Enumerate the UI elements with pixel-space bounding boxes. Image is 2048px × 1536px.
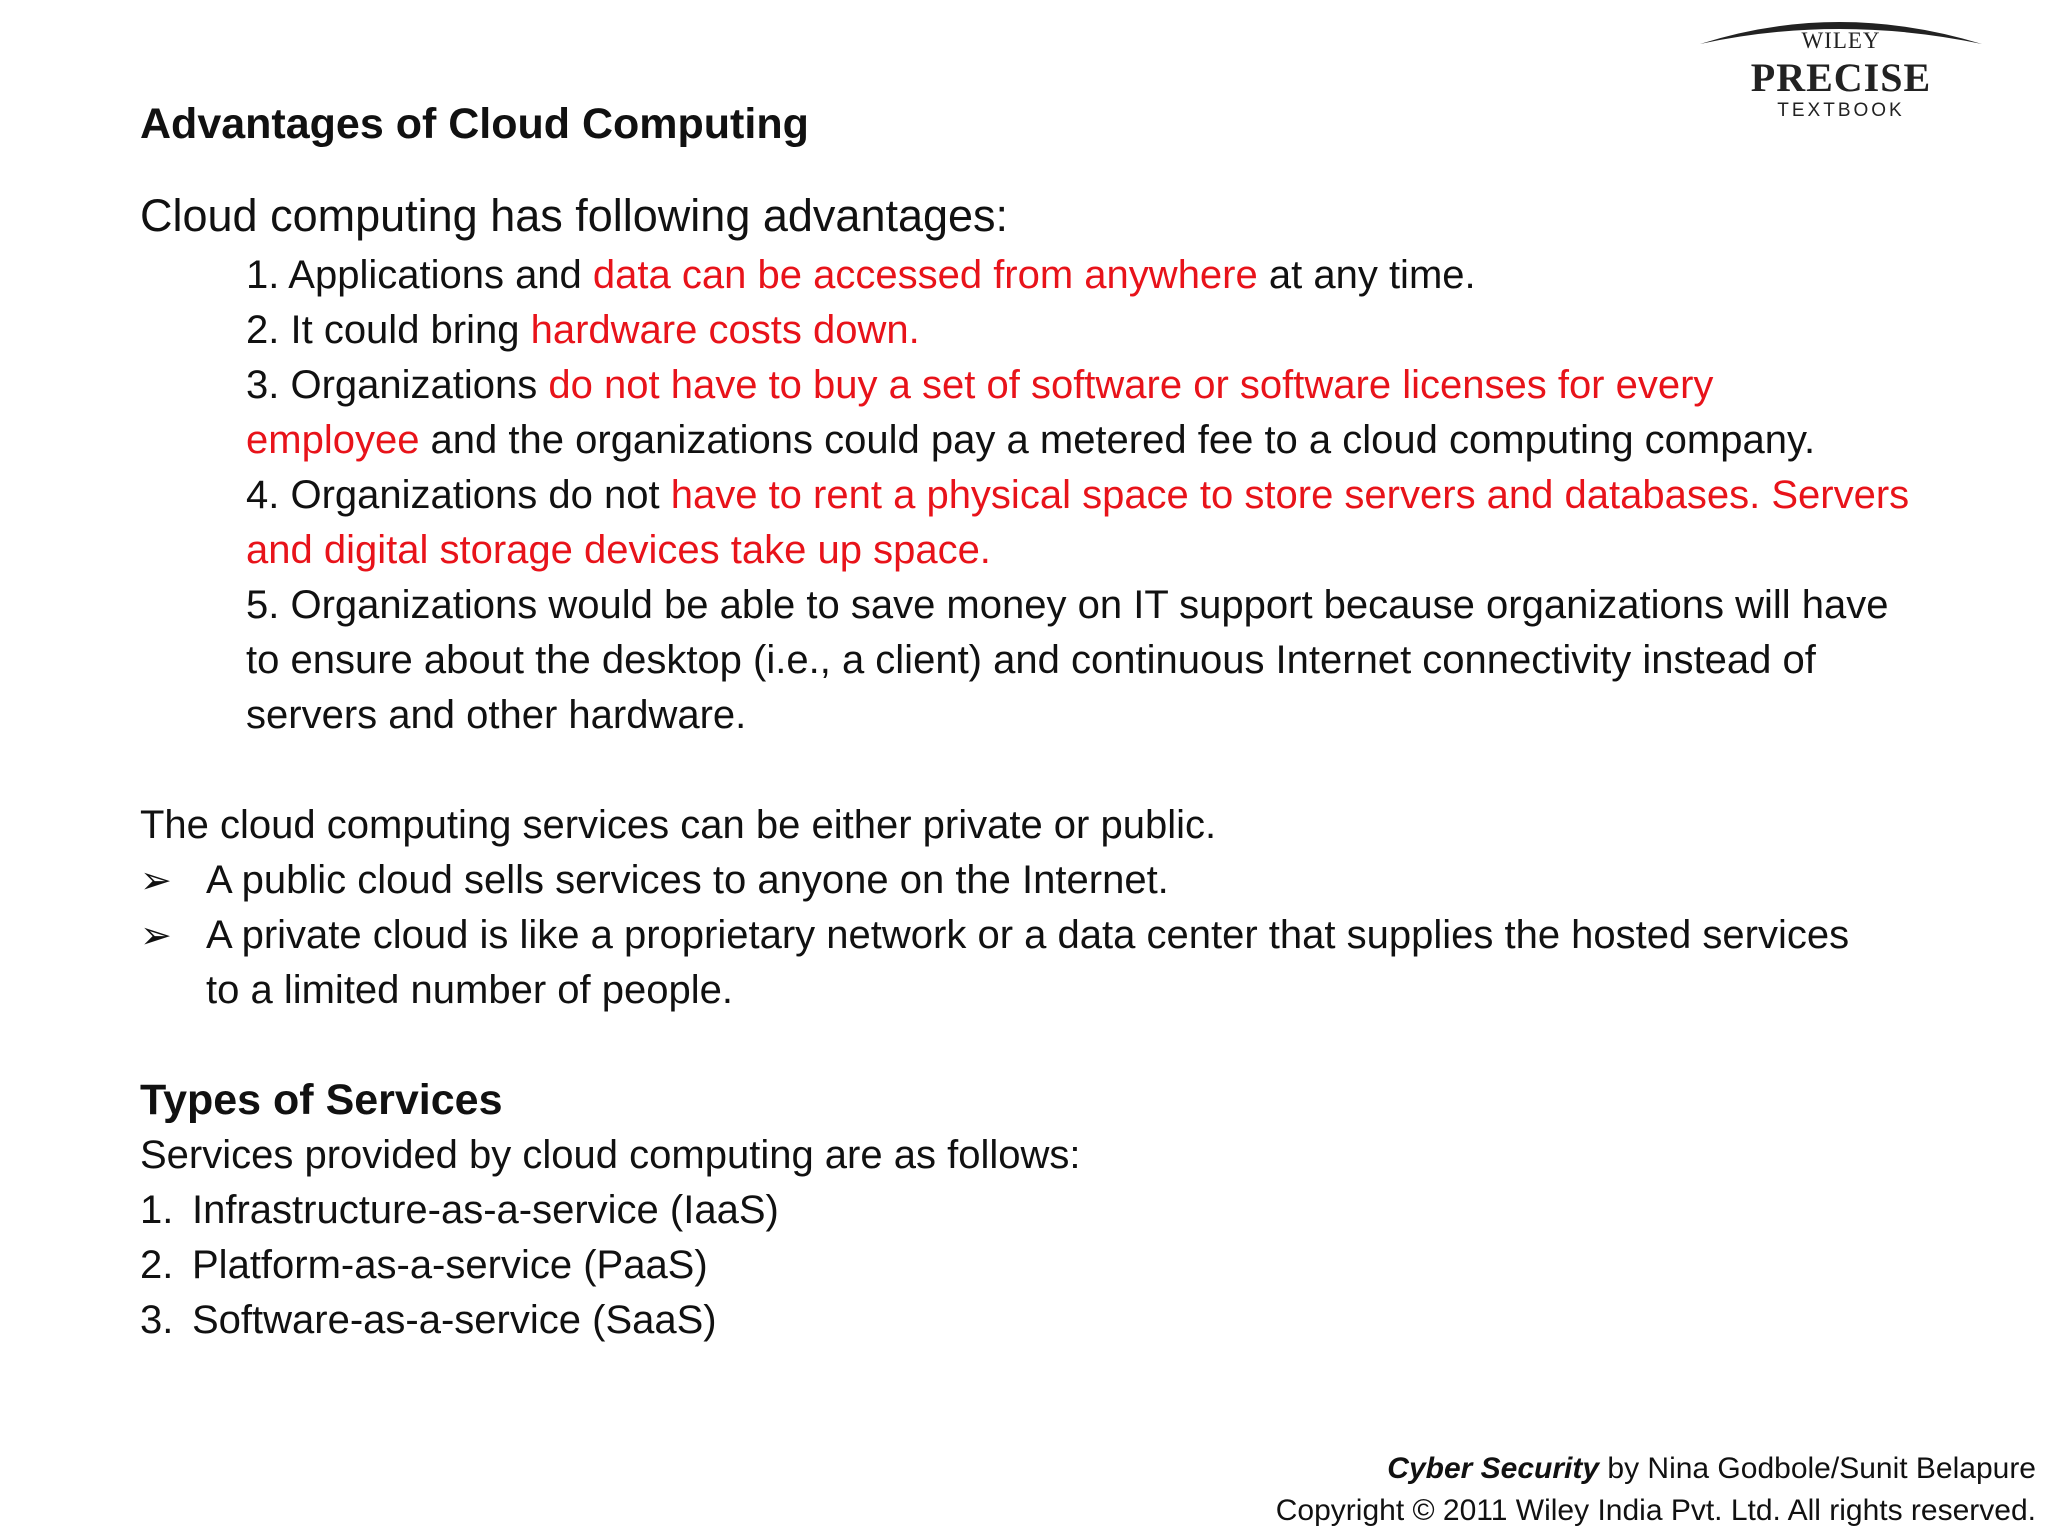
highlight-text: have to rent a physical space to store servers and databases. Servers xyxy=(670,473,1910,517)
advantage-item-3-line-2: employee and the organizations could pay a metered fee to a cloud computing company. xyxy=(246,418,1816,462)
arrow-bullet-icon: ➢ xyxy=(140,860,172,902)
logo-wiley-text: WILEY xyxy=(1801,28,1881,53)
highlight-text: employee xyxy=(246,418,420,462)
logo-textbook-text: TEXTBOOK xyxy=(1777,100,1905,121)
advantage-item-4-line-2 xyxy=(246,528,991,573)
advantage-item-4-line-1: 4. Organizations do not have to rent a physical space to store servers and databases. Servers xyxy=(246,473,1910,517)
service-saas: Software-as-a-service (SaaS) xyxy=(192,1298,717,1342)
wiley-precise-logo xyxy=(1698,10,1984,121)
advantages-intro: Cloud computing has following advantages: xyxy=(140,190,1009,241)
logo-precise-text: PRECISE xyxy=(1750,55,1932,100)
highlight-text: hardware costs down. xyxy=(530,308,920,352)
highlight-text: and digital storage devices take up space. xyxy=(246,528,991,572)
service-number: 2. xyxy=(140,1243,174,1287)
advantage-item-5-line-3: servers and other hardware. xyxy=(246,693,747,737)
advantage-item-3-line-1: 3. Organizations do not have to buy a set of software or software licenses for every xyxy=(246,363,1714,407)
footer-book-title: Cyber Security xyxy=(1387,1452,1600,1485)
service-number: 1. xyxy=(140,1188,174,1232)
cloud-types-intro: The cloud computing services can be either private or public. xyxy=(140,803,1217,847)
footer-attribution xyxy=(1387,1452,2036,1486)
advantage-item-5-line-2: to ensure about the desktop (i.e., a client) and continuous Internet connectivity instead of xyxy=(246,638,1816,682)
footer-copyright: Copyright © 2011 Wiley India Pvt. Ltd. All rights reserved. xyxy=(1275,1494,2036,1527)
highlight-text: do not have to buy a set of software or software licenses for every xyxy=(548,363,1714,407)
cloud-type-private-line-1: A private cloud is like a proprietary network or a data center that supplies the hosted services xyxy=(206,913,1850,957)
cloud-type-public: A public cloud sells services to anyone on the Internet. xyxy=(206,858,1169,902)
service-iaas: Infrastructure-as-a-service (IaaS) xyxy=(192,1188,779,1232)
page-title: Advantages of Cloud Computing xyxy=(140,100,809,148)
cloud-type-private-line-2: to a limited number of people. xyxy=(206,968,733,1012)
footer-authors: by Nina Godbole/Sunit Belapure xyxy=(1599,1452,2036,1485)
advantage-item-1: 1. Applications and data can be accessed from anywhere at any time. xyxy=(246,253,1476,297)
advantage-item-2: 2. It could bring hardware costs down. xyxy=(246,308,920,352)
advantage-item-5-line-1: 5. Organizations would be able to save money on IT support because organizations will have xyxy=(246,583,1889,627)
services-intro: Services provided by cloud computing are as follows: xyxy=(140,1133,1081,1177)
highlight-text: data can be accessed from anywhere xyxy=(592,253,1258,297)
services-title: Types of Services xyxy=(140,1076,503,1124)
arrow-bullet-icon: ➢ xyxy=(140,915,172,957)
service-number: 3. xyxy=(140,1298,174,1342)
service-paas: Platform-as-a-service (PaaS) xyxy=(192,1243,708,1287)
